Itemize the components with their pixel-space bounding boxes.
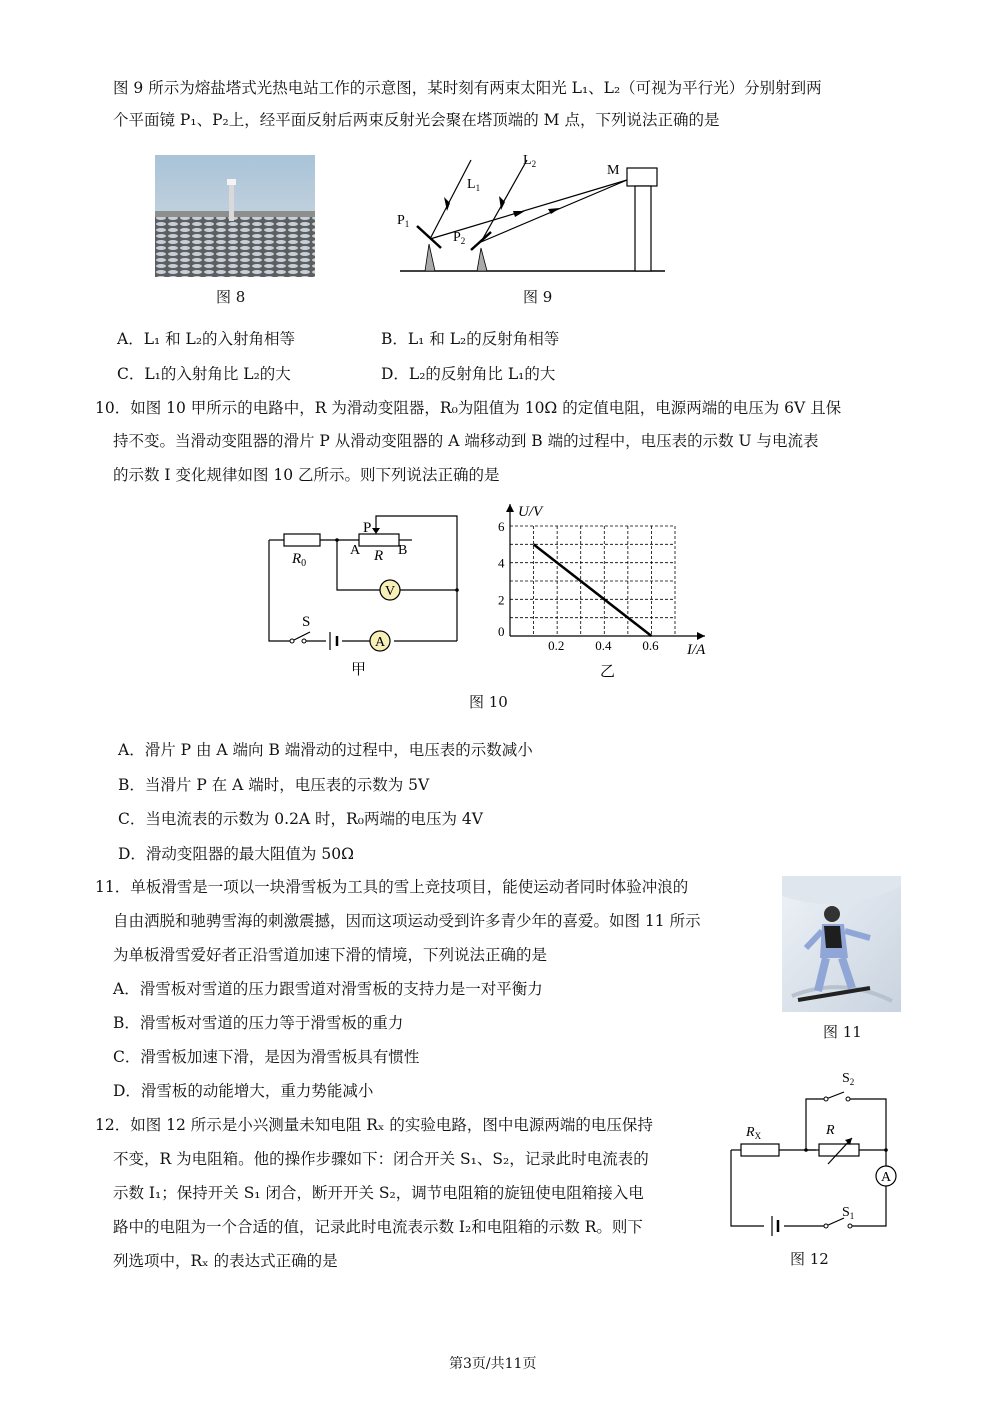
voltmeter-label: V [385,584,396,599]
x-axis-label: I/A [687,642,706,658]
q10-option-c: C．当电流表的示数为 0.2A 时，R₀两端的电压为 4V [118,810,483,828]
label-switch-s: S [302,614,311,630]
fig9-label-L1: $L_1$ [467,177,481,193]
q10-option-a: A．滑片 P 由 A 端向 B 端滑动的过程中，电压表的示数减小 [118,741,533,759]
x-tick-label: 0.2 [548,638,565,653]
q11-stem-line-3: 为单板滑雪爱好者正沿雪道加速下滑的情境，下列说法正确的是 [113,946,548,964]
q10-stem-line-2: 持不变。当滑动变阻器的滑片 P 从滑动变阻器的 A 端移动到 B 端的过程中，电压表的示数 U 与电流表 [113,432,819,450]
y-axis-label: U/V [518,504,543,520]
figure-10-caption: 图 10 [469,693,508,711]
y-tick-label: 6 [498,519,505,534]
q9-intro-line-2: 个平面镜 P₁、P₂上，经平面反射后两束反射光会聚在塔顶端的 M 点，下列说法正确的是 [113,111,720,129]
fig12-label-s2: $S_2$ [842,1071,855,1087]
q9-option-d: D．L₂的反射角比 L₁的大 [381,365,556,383]
q11-option-d: D．滑雪板的动能增大，重力势能减小 [113,1082,374,1100]
q11-stem-line-2: 自由洒脱和驰骋雪海的刺激震撼，因而这项运动受到许多青少年的喜爱。如图 11 所示 [113,912,701,930]
fig9-label-L2: $L_2$ [523,153,537,169]
y-tick-label: 0 [498,624,505,639]
q12-stem-line-5: 列选项中，Rₓ 的表达式正确的是 [113,1252,338,1270]
x-tick-label: 0.4 [595,638,612,653]
q11-option-b: B．滑雪板对雪道的压力等于滑雪板的重力 [113,1014,404,1032]
x-axis-arrow [697,632,705,640]
graph-caption-yi: 乙 [600,664,616,680]
fig12-ammeter-label: A [881,1170,892,1185]
ammeter-label: A [375,635,386,650]
y-axis-arrow [506,504,514,512]
circuit-caption-jia: 甲 [351,662,367,678]
page-number: 第3页/共11页 [449,1356,537,1372]
figure-8-solar-plant-photo [155,155,315,277]
fig12-label-r: R [826,1123,835,1138]
q9-option-a: A．L₁ 和 L₂的入射角相等 [117,330,296,348]
figure-10-ui-graph [490,495,720,683]
q9-option-b: B．L₁ 和 L₂的反射角相等 [381,330,560,348]
q9-intro-line-1: 图 9 所示为熔盐塔式光热电站工作的示意图，某时刻有两束太阳光 L₁、L₂（可视为平行光）分别射到两 [113,79,822,97]
figure-9-caption: 图 9 [523,288,553,306]
figure-12-caption: 图 12 [790,1250,829,1268]
q10-stem-line-1: 10．如图 10 甲所示的电路中，R 为滑动变阻器，R₀为阻值为 10Ω 的定值电阻，电源两端的电压为 6V 且保 [95,399,842,417]
label-p: P [363,520,372,536]
q11-stem-line-1: 11．单板滑雪是一项以一块滑雪板为工具的雪上竞技项目，能使运动者同时体验冲浪的 [95,878,689,896]
y-tick-label: 4 [498,555,505,571]
label-r: R [374,548,384,564]
x-tick-label: 0.6 [642,638,659,653]
fig9-label-P2: $P_2$ [453,230,466,246]
series-line [534,544,652,636]
fig12-label-rx: $R_X$ [746,1125,762,1141]
figure-11-caption: 图 11 [823,1023,862,1041]
q12-stem-line-2: 不变，R 为电阻箱。他的操作步骤如下：闭合开关 S₁、S₂，记录此时电流表的 [113,1150,649,1168]
label-b-end: B [398,543,408,558]
q11-option-a: A．滑雪板对雪道的压力跟雪道对滑雪板的支持力是一对平衡力 [113,980,543,998]
figure-9-mirror-diagram [395,148,675,278]
figure-11-snowboarder-photo [782,876,901,1012]
q12-stem-line-1: 12．如图 12 所示是小兴测量未知电阻 Rₓ 的实验电路，图中电源两端的电压保持 [95,1116,653,1134]
q9-option-c: C．L₁的入射角比 L₂的大 [117,365,291,383]
q10-option-b: B．当滑片 P 在 A 端时，电压表的示数为 5V [118,776,430,794]
y-tick-label: 2 [498,592,505,608]
q10-option-d: D．滑动变阻器的最大阻值为 50Ω [118,845,354,863]
q12-stem-line-3: 示数 I₁；保持开关 S₁ 闭合，断开开关 S₂，调节电阻箱的旋钮使电阻箱接入电 [113,1184,644,1202]
label-r0: $R_0$ [292,551,307,569]
label-a-end: A [350,543,361,558]
q10-stem-line-3: 的示数 I 变化规律如图 10 乙所示。则下列说法正确的是 [113,466,500,484]
fig12-label-s1: $S_1$ [842,1205,855,1221]
q12-stem-line-4: 路中的电阻为一个合适的值，记录此时电流表示数 I₂和电阻箱的示数 R。则下 [113,1218,643,1236]
fig9-label-M: M [607,163,620,178]
figure-8-caption: 图 8 [216,288,246,306]
fig9-label-P1: $P_1$ [397,213,410,229]
figure-12-circuit [724,1068,904,1238]
figure-10-circuit-jia [262,508,467,683]
q11-option-c: C．滑雪板加速下滑，是因为滑雪板具有惯性 [113,1048,420,1066]
